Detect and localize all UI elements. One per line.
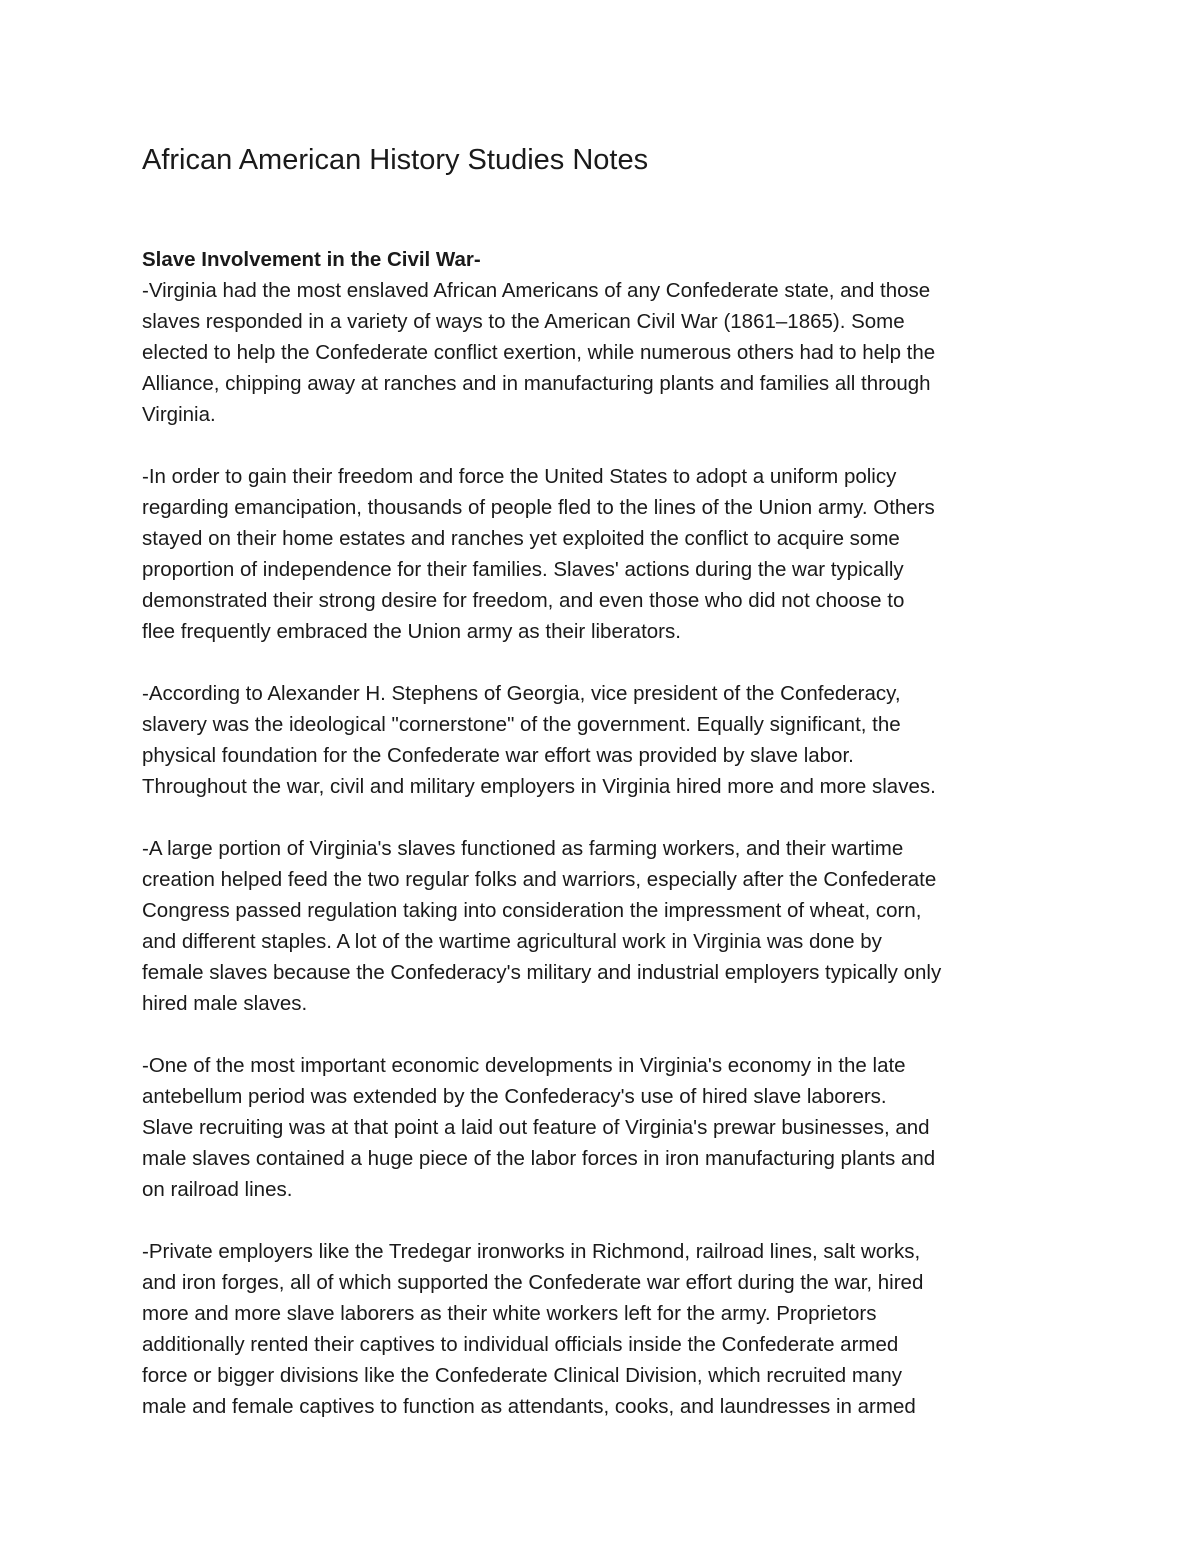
paragraph-line: flee frequently embraced the Union army as their liberators. — [142, 620, 681, 643]
paragraph-line: Slave recruiting was at that point a laid out feature of Virginia's prewar businesses, and — [142, 1116, 930, 1139]
paragraph-line: antebellum period was extended by the Confederacy's use of hired slave laborers. — [142, 1085, 887, 1108]
paragraph-line: female slaves because the Confederacy's military and industrial employers typically only — [142, 961, 942, 984]
paragraph-line: additionally rented their captives to individual officials inside the Confederate armed — [142, 1333, 899, 1356]
paragraph-line: slaves responded in a variety of ways to the American Civil War (1861–1865). Some — [142, 310, 905, 333]
paragraph-line: Congress passed regulation taking into consideration the impressment of wheat, corn, — [142, 899, 922, 922]
paragraph-line: male slaves contained a huge piece of the labor forces in iron manufacturing plants and — [142, 1147, 936, 1170]
paragraph-line: -According to Alexander H. Stephens of Georgia, vice president of the Confederacy, — [142, 682, 901, 705]
paragraph-line: elected to help the Confederate conflict exertion, while numerous others had to help the — [142, 341, 936, 364]
paragraph — [142, 1050, 1082, 1205]
paragraph-line: -Private employers like the Tredegar ironworks in Richmond, railroad lines, salt works, — [142, 1240, 921, 1263]
paragraph-line: and different staples. A lot of the wartime agricultural work in Virginia was done by — [142, 930, 882, 953]
paragraph-line: Alliance, chipping away at ranches and in manufacturing plants and families all through — [142, 372, 931, 395]
paragraph — [142, 833, 1082, 1019]
document-title: African American History Studies Notes — [142, 144, 649, 176]
paragraph — [142, 461, 1082, 647]
paragraph-line: -Virginia had the most enslaved African Americans of any Confederate state, and those — [142, 279, 931, 302]
paragraph-line: hired male slaves. — [142, 992, 308, 1015]
paragraph-line: male and female captives to function as attendants, cooks, and laundresses in armed — [142, 1395, 916, 1418]
paragraph — [142, 1236, 1082, 1422]
paragraph-line: on railroad lines. — [142, 1178, 293, 1201]
paragraph-line: force or bigger divisions like the Confederate Clinical Division, which recruited many — [142, 1364, 902, 1387]
paragraph — [142, 275, 1082, 430]
paragraph-line: physical foundation for the Confederate war effort was provided by slave labor. — [142, 744, 854, 767]
paragraph — [142, 678, 1082, 802]
paragraph-line: creation helped feed the two regular folks and warriors, especially after the Confederate — [142, 868, 937, 891]
paragraph-line: proportion of independence for their families. Slaves' actions during the war typically — [142, 558, 904, 581]
paragraph-line: -In order to gain their freedom and force the United States to adopt a uniform policy — [142, 465, 897, 488]
paragraph-line: demonstrated their strong desire for freedom, and even those who did not choose to — [142, 589, 905, 612]
paragraph-line: Virginia. — [142, 403, 216, 426]
paragraph-line: regarding emancipation, thousands of people fled to the lines of the Union army. Others — [142, 496, 935, 519]
section-heading: Slave Involvement in the Civil War- — [142, 248, 481, 271]
paragraph-line: Throughout the war, civil and military employers in Virginia hired more and more slaves. — [142, 775, 936, 798]
paragraph-line: slavery was the ideological "cornerstone" of the government. Equally significant, the — [142, 713, 901, 736]
paragraph-line: -A large portion of Virginia's slaves functioned as farming workers, and their wartime — [142, 837, 904, 860]
paragraph-line: and iron forges, all of which supported the Confederate war effort during the war, hired — [142, 1271, 924, 1294]
paragraph-line: stayed on their home estates and ranches yet exploited the conflict to acquire some — [142, 527, 900, 550]
paragraph-line: more and more slave laborers as their white workers left for the army. Proprietors — [142, 1302, 877, 1325]
document-body — [142, 244, 1082, 1453]
paragraph-line: -One of the most important economic developments in Virginia's economy in the late — [142, 1054, 906, 1077]
